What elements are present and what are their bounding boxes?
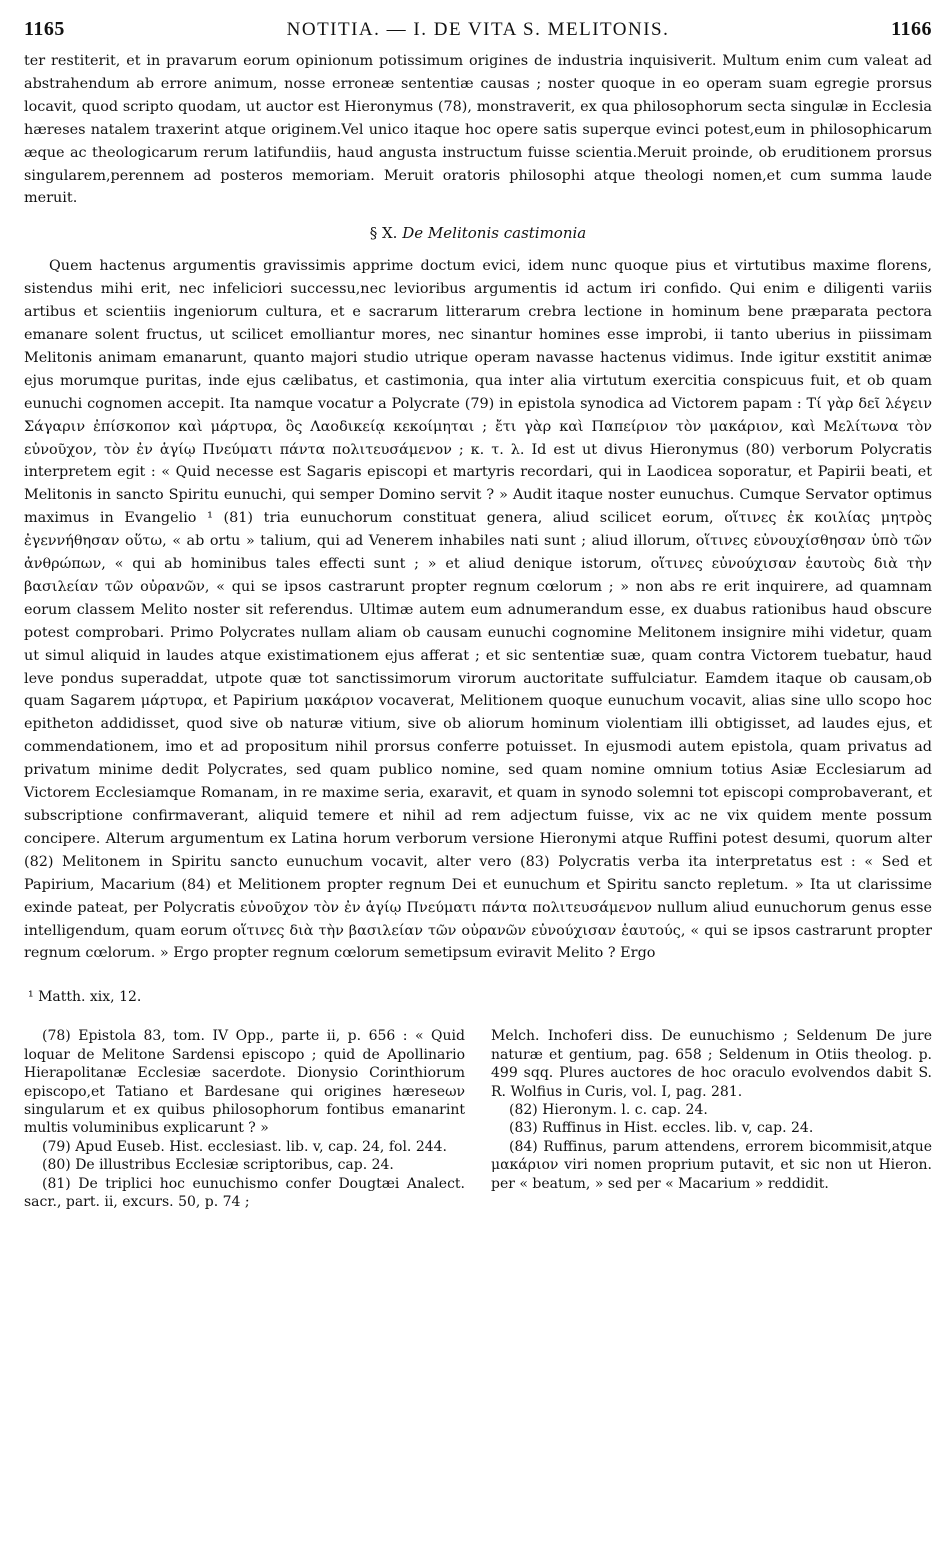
note-83: (83) Ruffinus in Hist. eccles. lib. v, cap. 24. bbox=[509, 1120, 814, 1137]
section-title: De Melitonis castimonia bbox=[402, 224, 587, 243]
note-79: (79) Apud Euseb. Hist. ecclesiast. lib. v, cap. 24, fol. 244. bbox=[42, 1138, 447, 1155]
notes-column-right bbox=[491, 1027, 932, 1211]
note-81-continued: Melch. Inchoferi diss. De eunuchismo ; Seldenum De jure naturæ et gentium, pag. 658 ; Seldenum in Otiis theolog. p. 499 sqq. Plures auctores de hoc oraculo evolvendos dabit S. R. Wolfius in Curis, vol. I, pag. 281. bbox=[491, 1028, 932, 1100]
paragraph-castimonia: Quem hactenus argumentis gravissimis apprime doctum evici, idem nunc quoque pius et virtutibus maxime florens, sistendus mihi erit, nec infeliciori successu,nec levioribus argumentis id actum iri confido. Qui enim e diligenti variis artibus et scientiis ingeniorum cultura, et e sacrarum litterarum crebra lectione in hominum bene præparata pectora emanare solent fructus, ut scilicet emolliantur mores, nec sinantur homines esse improbi, ii tanto uberius in piissimam Melitonis animam emanarunt, quanto majori studio utrique operam navasse hactenus vidimus. Inde igitur exstitit animæ ejus morumque puritas, inde ejus cælibatus, et castimonia, qua inter alia virtutum exercitia conspicuus fuit, et ob quam eunuchi cognomen accepit. Ita namque vocatur a Polycrate (79) in epistola synodica ad Victorem papam : Τί γὰρ δεῖ λέγειν Σάγαριν ἐπίσκοπον καὶ μάρτυρα, ὃς Λαοδικείᾳ κεκοίμηται ; ἔτι γὰρ καὶ Παπείριον τὸν μακάριον, καὶ Μελίτωνα τὸν εὐνοῦχον, τὸν ἐν ἁγίῳ Πνεύματι πάντα πολιτευσάμενον ; κ. τ. λ. Id est ut divus Hieronymus (80) verborum Polycratis interpretem egit : « Quid necesse est Sagaris episcopi et martyris recordari, qui in Laodicea soporatur, et Papirii beati, et Melitonis in sancto Spiritu eunuchi, qui semper Domino servit ? » Audit itaque noster eunuchus. Cumque Servator optimus maximus in Evangelio ¹ (81) tria eunuchorum constituat genera, aliud scilicet eorum, οἵτινες ἐκ κοιλίας μητρὸς ἐγεννήθησαν οὕτω, « ab ortu » talium, qui ad Venerem inhabiles nati sunt ; aliud illorum, οἵτινες εὐνουχίσθησαν ὑπὸ τῶν ἀνθρώπων, « qui ab hominibus tales effecti sunt ; » et aliud denique istorum, οἵτινες εὐνούχισαν ἑαυτοὺς διὰ τὴν βασιλείαν τῶν οὐρανῶν, « qui se ipsos castrarunt propter regnum cœlorum ; » non abs re erit inquirere, ad quamnam eorum classem Melito noster sit referendus. Ultimæ autem eum adnumerandum esse, ex duabus rationibus haud obscure potest comprobari. Primo Polycrates nullam aliam ob causam eunuchi cognomine Melitonem insignire mihi videtur, quam ut simul aliquid in laudes atque existimationem ejus afferat ; et sic sententiæ suæ, quam contra Victorem tuebatur, haud leve pondus superaddat, utpote quæ tot sanctissimorum virorum auctoritate suffulciatur. Eamdem itaque ob causam,ob quam Sagarem μάρτυρα, et Papirium μακάριον vocaverat, Melitionem quoque eunuchum vocavit, alias sine ullo scopo hoc epitheton addidisset, quod sive ob naturæ vitium, sive ob aliorum hominum violentiam illi obtigisset, ad laudes ejus, et commendationem, imo et ad propositum nihil prorsus conferre potuisset. In ejusmodi autem epistola, quam privatus ad privatum minime dedit Polycrates, sed quam publico nomine, sed quam nomine omnium totius Asiæ Ecclesiarum ad Victorem Ecclesiamque Romanam, in re maxime seria, exaravit, et quam in synodo solemni tot episcopi comprobaverant, et subscriptione confirmaverant, aliquid temere et nihil ad rem adjectum fuisse, vix ac ne vix quidem mente possum concipere. Alterum argumentum ex Latina horum verborum versione Hieronymi atque Ruffini potest desumi, quorum alter (82) Melitonem in Spiritu sancto eunuchum vocavit, alter vero (83) Polycratis verba ita interpretatus est : « Sed et Papirium, Macarium (84) et Melitionem propter regnum Dei et eunuchum et Spiritu sancto repletum. » Ita ut clarissime exinde pateat, per Polycratis εὐνοῦχον τὸν ἐν ἁγίῳ Πνεύματι πάντα πολιτευσάμενον nullum aliud eunuchorum genus esse intelligendum, quam eorum οἵτινες διὰ τὴν βασιλείαν τῶν οὐρανῶν εὐνούχισαν ἑαυτούς, « qui se ipsos castrarunt propter regnum cœlorum. » Ergo propter regnum cœlorum semetipsum eviravit Melito ? Ergo bbox=[24, 258, 932, 962]
notes-area bbox=[24, 1027, 932, 1211]
page-number-left: 1165 bbox=[24, 18, 65, 40]
note-82: (82) Hieronym. l. c. cap. 24. bbox=[509, 1101, 708, 1118]
notes-column-left bbox=[24, 1027, 465, 1211]
running-title: NOTITIA. — I. DE VITA S. MELITONIS. bbox=[286, 19, 670, 40]
note-81: (81) De triplici hoc eunuchismo confer Dougtæi Analect. sacr., part. ii, excurs. 50, p. 74 ; bbox=[24, 1175, 465, 1210]
page bbox=[24, 18, 932, 1211]
note-84: (84) Ruffinus, parum attendens, errorem bicommisit,atque μακάριον viri nomen proprium putavit, et sic non ut Hieron. per « beatum, » sed per « Macarium » reddidit. bbox=[491, 1138, 932, 1192]
running-header bbox=[24, 18, 932, 44]
section-number: § X. bbox=[369, 224, 398, 243]
main-text bbox=[24, 50, 932, 965]
section-heading bbox=[24, 222, 932, 245]
paragraph-continuation: ter restiterit, et in pravarum eorum opinionum potissimum origines de industria inquisiverit. Multum enim cum valeat ad abstrahendum ab errore animum, nosse erroneæ sententiæ causas ; noster quoque in eo operam suam egregie prorsus locavit, quod scripto quodam, ut auctor est Hieronymus (78), monstraverit, ex qua philosophorum secta singulæ in Ecclesia hæreses natalem traxerint atque originem.Vel unico itaque hoc opere satis superque evinci potest,eum in philosophicarum æque ac theologicarum rerum latifundiis, haud angusta instructum fuisse scientia.Meruit proinde, ob eruditionem prorsus singularem,perennem ad posteros memoriam. Meruit oratoris philosophi atque theologi nomen,et cum summa laude meruit. bbox=[24, 53, 932, 207]
footnote-matthew: ¹ Matth. xix, 12. bbox=[28, 989, 142, 1006]
note-80: (80) De illustribus Ecclesiæ scriptoribus, cap. 24. bbox=[42, 1157, 394, 1174]
note-78: (78) Epistola 83, tom. IV Opp., parte ii, p. 656 : « Quid loquar de Melitone Sardensi episcopo ; quid de Apollinario Hierapolitanæ Ecclesiæ sacerdote. Dionysio Corinthiorum episcopo,et Tatiano et Bardesane qui origines hæreseων singularum et ex quibus philosophorum fontibus emanarint multis voluminibus explicarunt ? » bbox=[24, 1028, 465, 1137]
page-number-right: 1166 bbox=[891, 18, 932, 40]
